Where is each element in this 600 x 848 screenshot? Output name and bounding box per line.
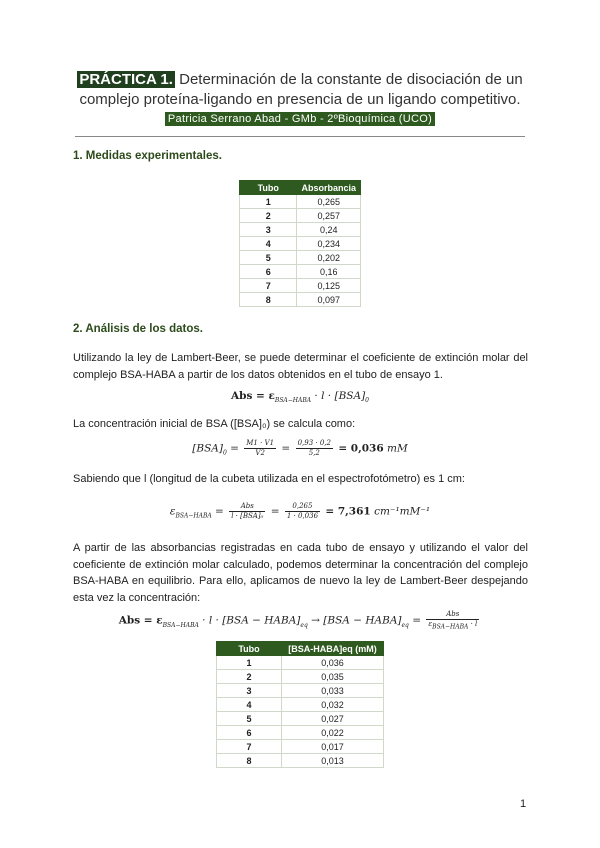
equation-lambert-beer <box>0 390 600 404</box>
page-number: 1 <box>520 798 527 810</box>
tube-cell: 7 <box>240 279 297 293</box>
value-cell: 0,257 <box>297 209 361 223</box>
tube-cell: 1 <box>217 656 282 670</box>
value-cell: 0,022 <box>282 726 384 740</box>
eq-sub: BSA−HABA <box>432 623 469 631</box>
tube-cell: 5 <box>217 712 282 726</box>
table-row <box>217 726 384 740</box>
absorbance-table <box>239 180 361 307</box>
eq-result: = 7,361 <box>325 505 371 518</box>
frac-num: 0,93 · 0,2 <box>297 439 331 447</box>
frac-den-text: ε <box>428 620 433 628</box>
fraction <box>244 439 276 458</box>
table-row <box>240 209 361 223</box>
tube-cell: 6 <box>240 265 297 279</box>
tube-cell: 8 <box>217 754 282 768</box>
table-row <box>217 754 384 768</box>
eq-unit: cm⁻¹mM⁻¹ <box>374 505 431 518</box>
table-row <box>217 684 384 698</box>
value-cell: 0,24 <box>297 223 361 237</box>
practice-badge: PRÁCTICA 1. <box>79 71 173 88</box>
value-cell: 0,125 <box>297 279 361 293</box>
table-row <box>240 223 361 237</box>
complex-concentration-table <box>216 641 384 768</box>
fraction <box>296 439 333 458</box>
frac-den-text: · l <box>468 620 478 628</box>
table-header: Absorbancia <box>297 181 361 195</box>
eq-sub: 0 <box>222 449 227 457</box>
table-row <box>240 195 361 209</box>
frac-num: Abs <box>229 502 265 512</box>
page-title <box>0 70 600 110</box>
value-cell: 0,027 <box>282 712 384 726</box>
eq-sub: BSA−HABA <box>274 397 312 405</box>
table-row <box>217 670 384 684</box>
frac-num: Abs <box>426 610 479 620</box>
tube-cell: 5 <box>240 251 297 265</box>
tube-cell: 7 <box>217 740 282 754</box>
value-cell: 0,035 <box>282 670 384 684</box>
paragraph-2: La concentración inicial de BSA ([BSA]₀) se calcula como: <box>73 418 356 430</box>
eq-unit: mM <box>387 442 408 455</box>
frac-den: l · [BSA]₀ <box>231 512 264 520</box>
table-row <box>240 265 361 279</box>
frac-num: 0,265 <box>285 502 320 512</box>
value-cell: 0,234 <box>297 237 361 251</box>
value-cell: 0,16 <box>297 265 361 279</box>
frac-den: 5,2 <box>308 449 320 457</box>
table-header: Tubo <box>217 642 282 656</box>
table-row <box>240 279 361 293</box>
tube-cell: 4 <box>217 698 282 712</box>
eq-text: Abs = ε <box>118 614 163 627</box>
fraction <box>285 502 320 521</box>
value-cell: 0,017 <box>282 740 384 754</box>
section-1-heading: 1. Medidas experimentales. <box>73 150 222 162</box>
divider <box>75 136 525 137</box>
table-row <box>217 740 384 754</box>
frac-den <box>426 620 479 631</box>
value-cell: 0,202 <box>297 251 361 265</box>
table-row <box>217 656 384 670</box>
eq-sub: 0 <box>365 397 369 405</box>
frac-num: M1 · V1 <box>246 439 275 447</box>
tube-cell: 2 <box>217 670 282 684</box>
value-cell: 0,097 <box>297 293 361 307</box>
eq-sub: BSA−HABA <box>162 621 199 629</box>
frac-den: V2 <box>255 449 265 457</box>
table-header: [BSA-HABA]eq (mM) <box>282 642 384 656</box>
eq-text: · l · [BSA − HABA] <box>198 614 301 627</box>
value-cell: 0,036 <box>282 656 384 670</box>
tube-cell: 4 <box>240 237 297 251</box>
table-row <box>240 237 361 251</box>
table-header: Tubo <box>240 181 297 195</box>
title-line-2: complejo proteína-ligando en presencia de un ligando competitivo. <box>79 91 521 108</box>
eq-text: → [BSA − HABA] <box>307 614 402 627</box>
eq-result: = 0,036 <box>338 442 384 455</box>
frac-den: 1 · 0,036 <box>286 512 319 520</box>
fraction <box>426 610 479 631</box>
equation-bsa-concentration: $[BSA]_0$ = $\frac{M1 \cdot V1}{V2}$ = $\frac{0,93 \cdot 0,2}{5,2}$ = 0,036 mM <box>192 439 408 457</box>
eq-text: · l · [BSA] <box>311 390 366 402</box>
table-row <box>217 712 384 726</box>
table-row <box>240 251 361 265</box>
paragraph-4: A partir de las absorbancias registradas en cada tubo de ensayo y utilizando el valor del coeficiente de extinción molar calculado, podemos determinar la concentración del complejo BSA-HABA en equilibrio. Para ello, aplicamos de nuevo la ley de Lambert-Beer despejando esta vez la concentración: <box>73 542 528 604</box>
tube-cell: 2 <box>240 209 297 223</box>
eq-sub: BSA−HABA <box>175 512 212 520</box>
tube-cell: 8 <box>240 293 297 307</box>
equation-complex-concentration: Abs = $\varepsilon_{BSA-HABA} \cdot l \cdot [BSA$ − $HABA]_{eq} \to [BSA$ − $HABA]_{eq}$ = $\frac{\text{Abs}}{\varepsilon_{BSA-HABA} \cdot l}$ <box>118 610 478 631</box>
tube-cell: 6 <box>217 726 282 740</box>
paragraph-3: Sabiendo que l (longitud de la cubeta utilizada en el espectrofotómetro) es 1 cm: <box>73 473 465 485</box>
fraction <box>229 502 265 521</box>
table-row <box>240 293 361 307</box>
tube-cell: 3 <box>217 684 282 698</box>
tube-cell: 3 <box>240 223 297 237</box>
eq-sub: eq <box>300 621 308 629</box>
equation-extinction-coefficient: $\varepsilon_{BSA-HABA}$ = $\frac{\text{Abs}}{\text{l · [BSA]₀}}$ = $\frac{0,265}{1 \cdot 0,036}$ = 7,361 cm⁻¹mM⁻¹ <box>169 502 431 520</box>
tube-cell: 1 <box>240 195 297 209</box>
eq-text: ε <box>169 505 176 518</box>
table-row <box>217 698 384 712</box>
value-cell: 0,013 <box>282 754 384 768</box>
eq-sub: eq <box>401 621 409 629</box>
paragraph-1: Utilizando la ley de Lambert-Beer, se puede determinar el coeficiente de extinción molar del complejo BSA-HABA a partir de los datos obtenidos en el tubo de ensayo 1. <box>73 352 528 381</box>
title-line-1: Determinación de la constante de disociación de un <box>174 71 523 88</box>
value-cell: 0,032 <box>282 698 384 712</box>
eq-text: [BSA] <box>192 442 223 455</box>
author-banner: Patricia Serrano Abad - GMb - 2ºBioquímica (UCO) <box>165 112 435 126</box>
value-cell: 0,265 <box>297 195 361 209</box>
section-2-heading: 2. Análisis de los datos. <box>73 323 203 335</box>
eq-text: Abs = ε <box>231 390 275 402</box>
value-cell: 0,033 <box>282 684 384 698</box>
